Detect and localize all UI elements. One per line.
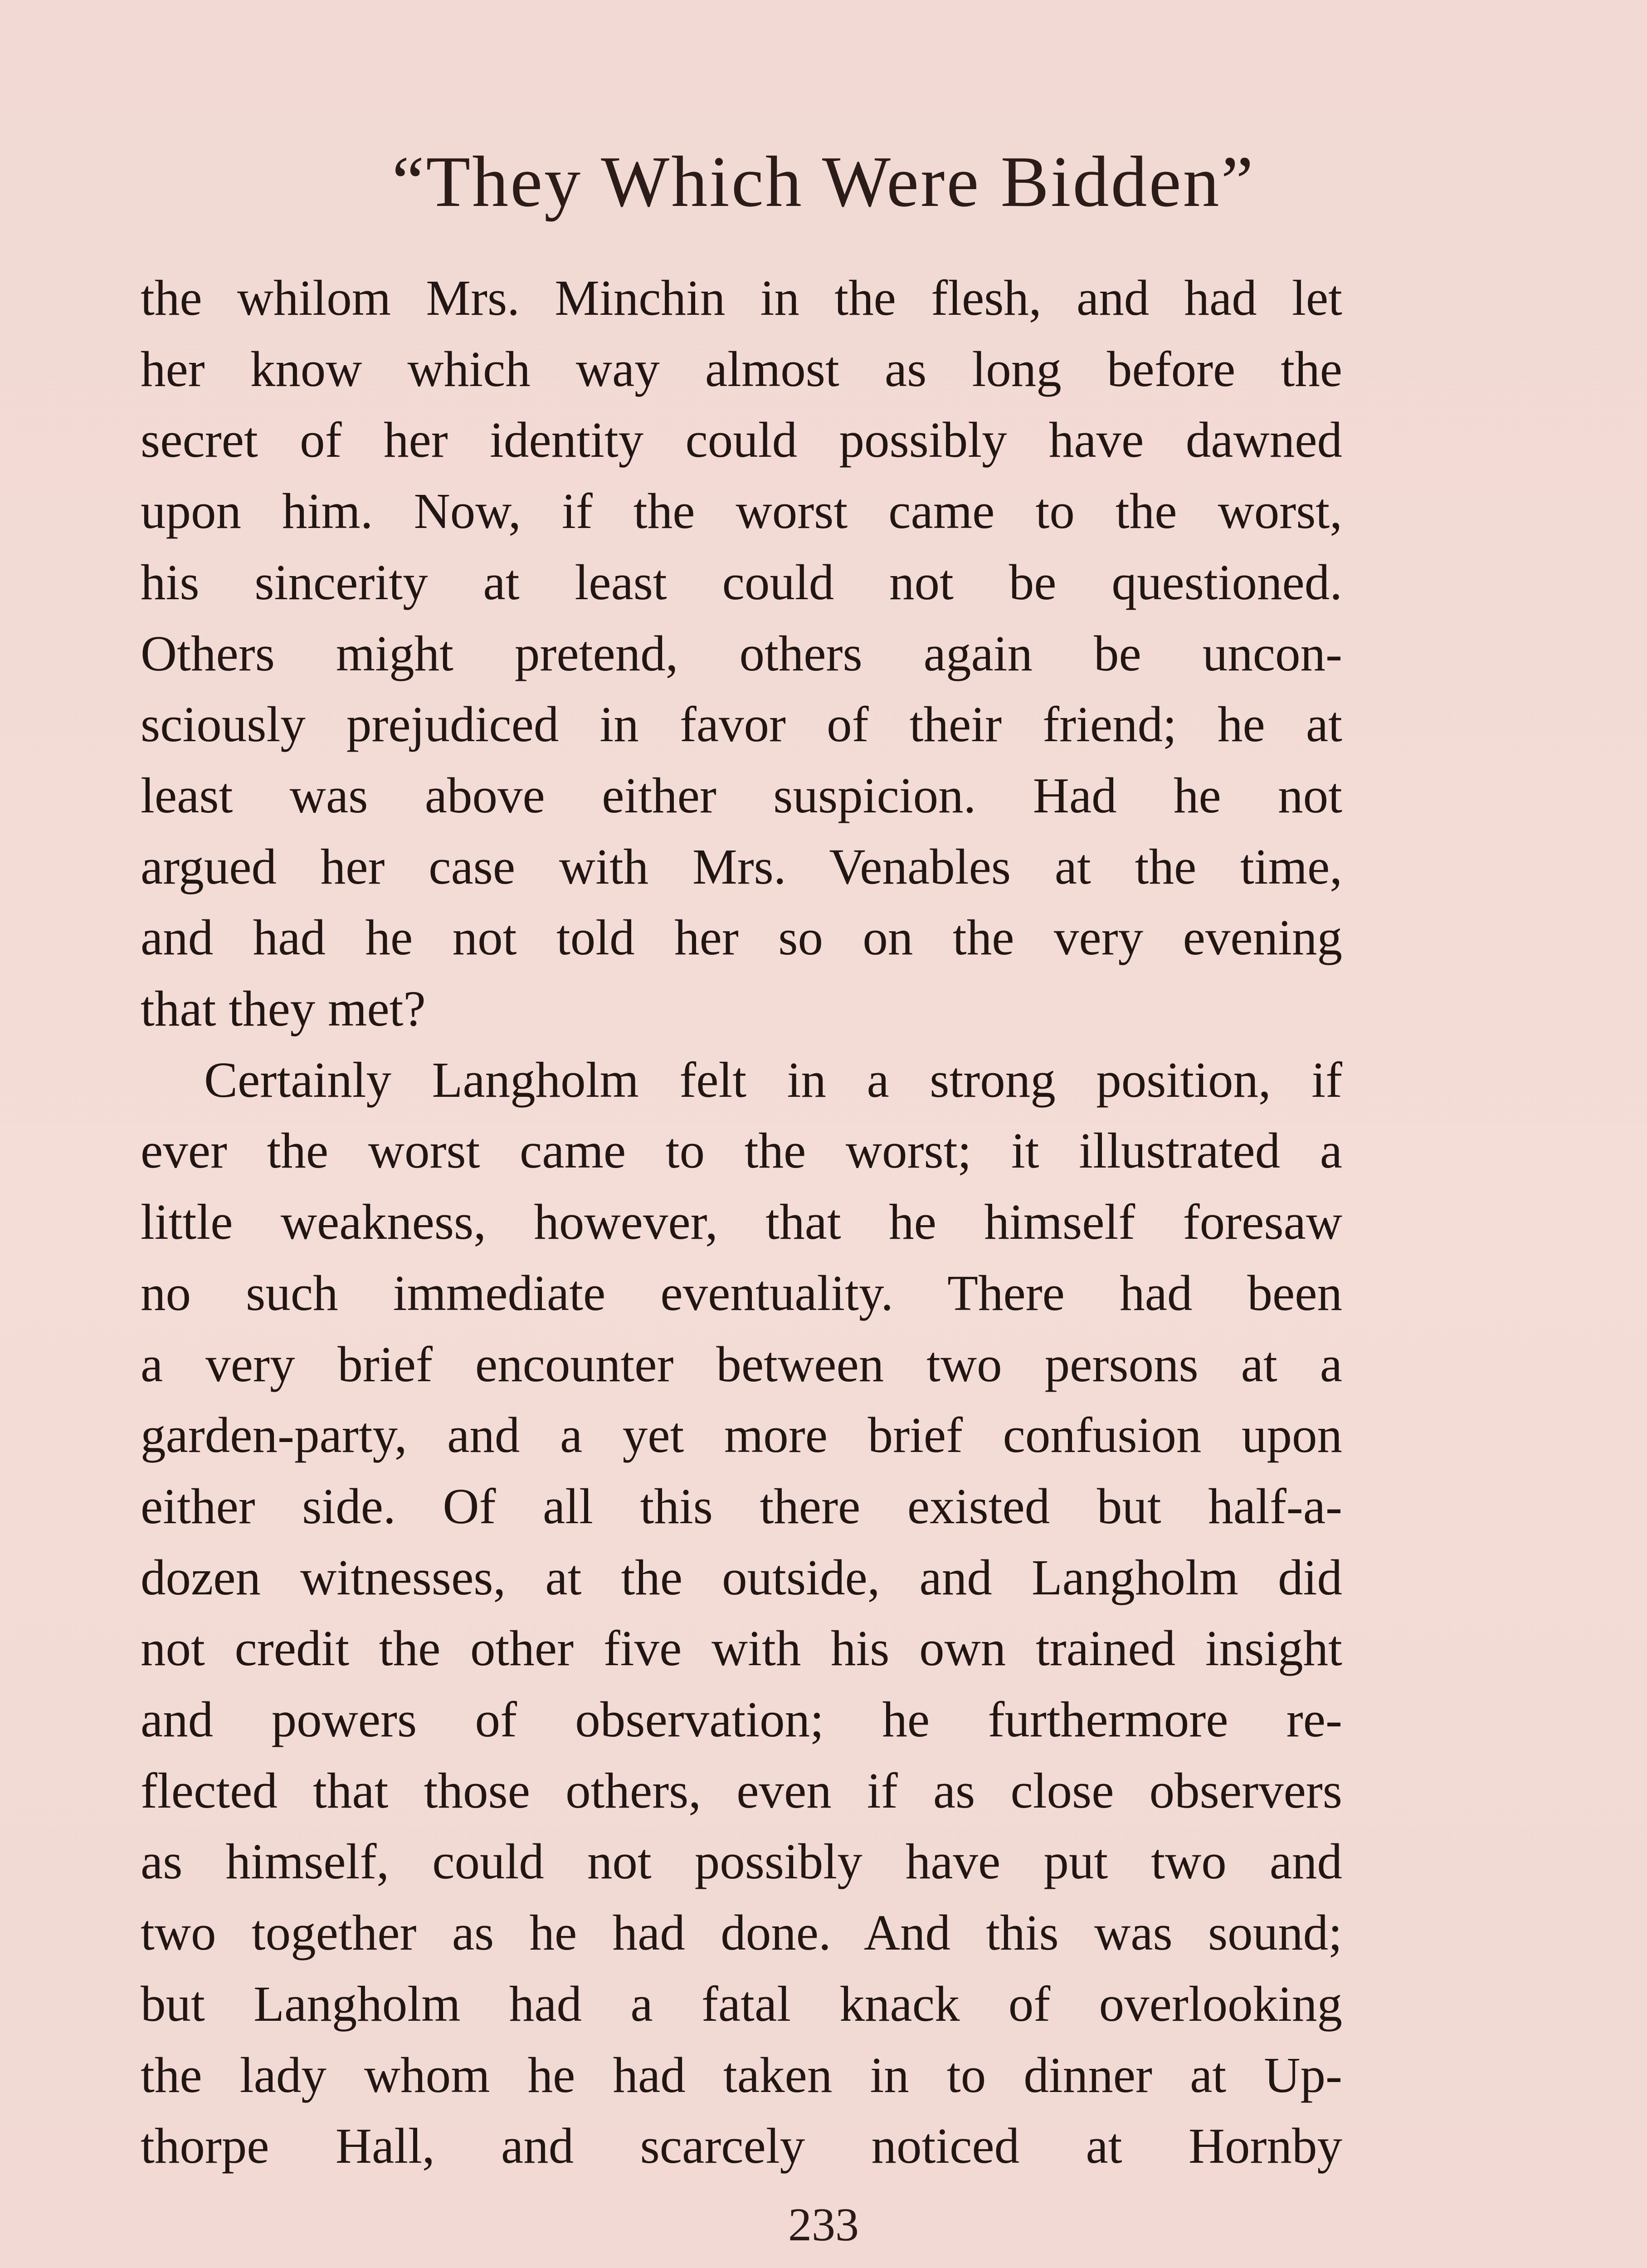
text-line: dozen witnesses, at the outside, and Langholm did <box>141 1549 1342 1606</box>
text-line: that they met? <box>141 981 426 1037</box>
text-line: argued her case with Mrs. Venables at the time, <box>141 839 1342 895</box>
text-line: the lady whom he had taken in to dinner at Up- <box>141 2047 1342 2103</box>
text-line: either side. Of all this there existed but half-a- <box>141 1478 1342 1535</box>
paragraph-2 <box>141 1045 1342 2182</box>
text-line: a very brief encounter between two persons at a <box>141 1336 1342 1393</box>
text-line: upon him. Now, if the worst came to the worst, <box>141 484 1342 540</box>
text-line: Others might pretend, others again be uncon- <box>141 626 1342 682</box>
text-line: thorpe Hall, and scarcely noticed at Hornby <box>141 2118 1342 2175</box>
text-line: secret of her identity could possibly have dawned <box>141 412 1342 469</box>
paragraph-1 <box>141 263 1342 1045</box>
text-line: as himself, could not possibly have put two and <box>141 1834 1342 1890</box>
page-number: 233 <box>788 2199 859 2251</box>
text-line: Certainly Langholm felt in a strong position, if <box>204 1052 1342 1108</box>
text-line: and had he not told her so on the very evening <box>141 910 1342 966</box>
text-line: garden-party, and a yet more brief confusion upon <box>141 1408 1342 1464</box>
text-line: and powers of observation; he furthermore re- <box>141 1692 1342 1748</box>
text-line: little weakness, however, that he himself foresaw <box>141 1194 1342 1251</box>
text-line: no such immediate eventuality. There had been <box>141 1265 1342 1321</box>
body-text <box>141 263 1342 2182</box>
text-line: two together as he had done. And this was sound; <box>141 1905 1342 1961</box>
text-line: but Langholm had a fatal knack of overlooking <box>141 1976 1342 2032</box>
text-line: his sincerity at least could not be questioned. <box>141 554 1342 611</box>
text-line: not credit the other five with his own trained insight <box>141 1621 1342 1677</box>
text-line: sciously prejudiced in favor of their friend; he at <box>141 697 1342 753</box>
text-line: the whilom Mrs. Minchin in the flesh, and had let <box>141 270 1342 326</box>
text-line: ever the worst came to the worst; it illustrated a <box>141 1123 1342 1179</box>
text-line: flected that those others, even if as close observers <box>141 1763 1342 1819</box>
running-head: “They Which Were Bidden” <box>392 141 1255 222</box>
text-line: her know which way almost as long before the <box>141 341 1342 397</box>
text-line: least was above either suspicion. Had he not <box>141 767 1342 824</box>
